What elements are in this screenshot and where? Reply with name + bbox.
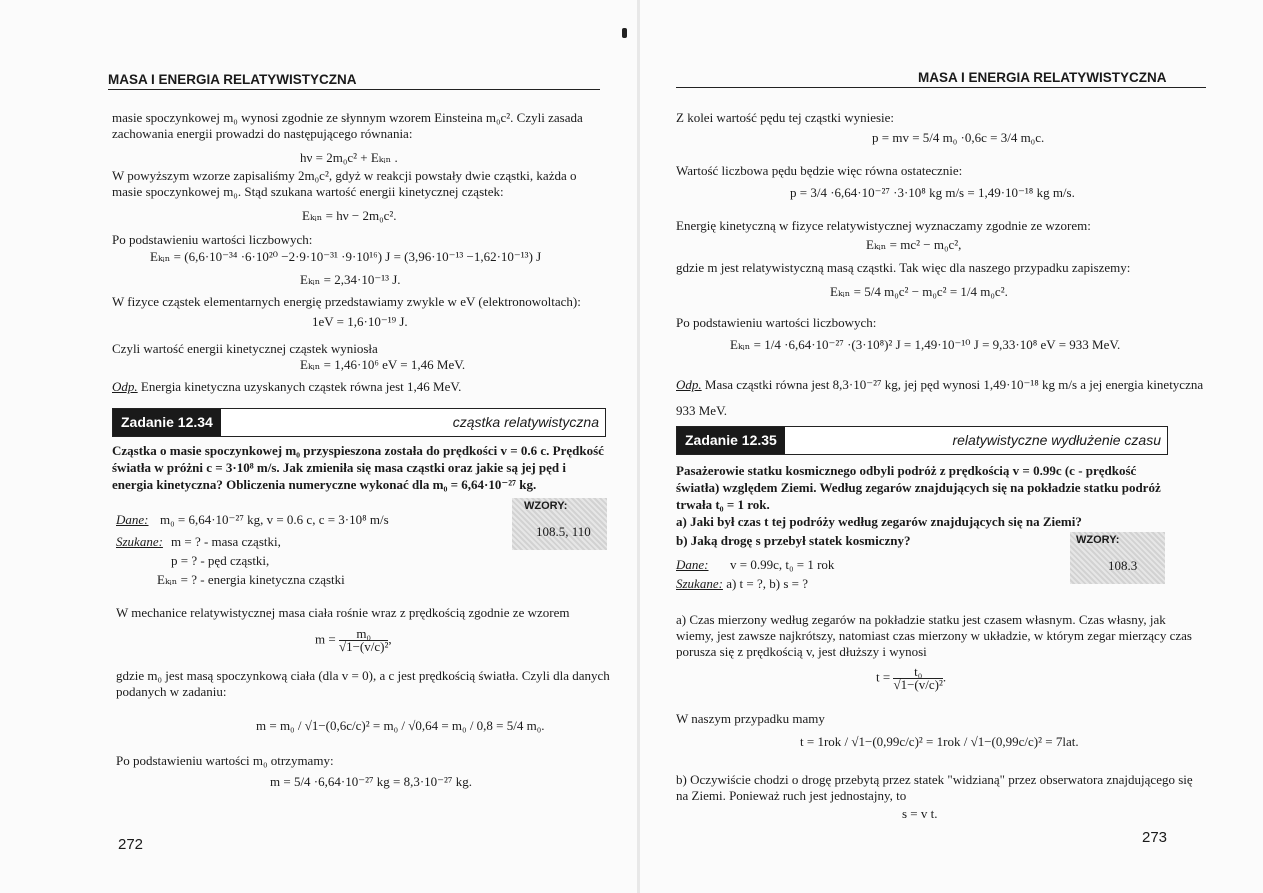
- paragraph: Czyli wartość energii kinetycznej cząstek wyniosła: [112, 341, 378, 356]
- given-label: Dane:: [676, 557, 709, 572]
- answer: [676, 372, 1206, 424]
- paragraph: Z kolei wartość pędu tej cząstki wyniesie:: [676, 110, 895, 125]
- formulas-ref: 108.3: [1108, 558, 1138, 573]
- page-number: 272: [118, 836, 144, 853]
- task-question: a) Jaki był czas t tej podróży według zegarów znajdujących się na Ziemi?: [676, 514, 1082, 529]
- paragraph: W powyższym wzorze zapisaliśmy 2m₀c², gdyż w reakcji powstały dwie cząstki, każda o masie spoczynkowej m₀. Stąd szukana wartość energii kinetycznej cząstek:: [112, 168, 577, 199]
- sought: [116, 534, 281, 550]
- equation: Eₖᵢₙ = 1,46·10⁶ eV = 1,46 MeV.: [300, 357, 466, 372]
- task-topic: relatywistyczne wydłużenie czasu: [952, 432, 1161, 448]
- equation: Eₖᵢₙ = 2,34·10⁻¹³ J.: [300, 272, 401, 287]
- equation: m = m₀ / √1−(0,6c/c)² = m₀ / √0,64 = m₀ / 0,8 = 5/4 m₀.: [256, 718, 545, 733]
- paragraph: Po podstawieniu wartości liczbowych:: [676, 315, 877, 330]
- answer-text: Masa cząstki równa jest 8,3·10⁻²⁷ kg, jej pęd wynosi 1,49·10⁻¹⁸ kg m/s a jej energia kinetyczna 933 MeV.: [676, 377, 1204, 418]
- equation-lhs: m =: [315, 631, 336, 647]
- equation: Eₖᵢₙ = 5/4 m₀c² − m₀c² = 1/4 m₀c².: [830, 284, 1008, 299]
- header-rule: [108, 89, 600, 90]
- formulas-label: WZORY:: [524, 500, 568, 512]
- equation: 1eV = 1,6·10⁻¹⁹ J.: [312, 314, 408, 329]
- given: [676, 557, 834, 573]
- paragraph: Po podstawieniu wartości liczbowych:: [112, 232, 313, 247]
- equation: m = 5/4 ·6,64·10⁻²⁷ kg = 8,3·10⁻²⁷ kg.: [270, 774, 472, 789]
- given-values: m₀ = 6,64·10⁻²⁷ kg, v = 0.6 c, c = 3·10⁸ m/s: [160, 512, 389, 527]
- sought-item: m = ? - masa cząstki,: [171, 534, 281, 549]
- formulas-label: WZORY:: [1076, 534, 1120, 546]
- paragraph: gdzie m₀ jest masą spoczynkową ciała (dla v = 0), a c jest prędkością światła. Czyli dla danych podanych w zadaniu:: [116, 668, 610, 699]
- running-header: MASA I ENERGIA RELATYWISTYCZNA: [108, 72, 357, 87]
- sought-item: Eₖᵢₙ = ? - energia kinetyczna cząstki: [157, 572, 345, 587]
- formulas-box: [1070, 532, 1165, 584]
- given-values: v = 0.99c, t₀ = 1 rok: [730, 557, 835, 572]
- fraction: [339, 628, 388, 653]
- task-question: b) Jaką drogę s przebył statek kosmiczny?: [676, 533, 911, 548]
- task-number: Zadanie 12.35: [677, 427, 785, 454]
- paragraph: W naszym przypadku mamy: [676, 711, 825, 726]
- numerator: t₀: [893, 666, 942, 679]
- denominator: √1−(v/c)²: [893, 677, 943, 692]
- answer-label: Odp.: [112, 379, 138, 394]
- paragraph: gdzie m jest relatywistyczną masą cząstki. Tak więc dla naszego przypadku zapiszemy:: [676, 260, 1131, 275]
- running-header: MASA I ENERGIA RELATYWISTYCZNA: [918, 70, 1167, 85]
- fraction: [893, 666, 942, 691]
- equation: p = mv = 5/4 m₀ ·0,6c = 3/4 m₀c.: [872, 130, 1045, 145]
- paragraph: W fizyce cząstek elementarnych energię przedstawiamy zwykle w eV (elektronowoltach):: [112, 294, 581, 309]
- task-header: [112, 408, 606, 437]
- paragraph: W mechanice relatywistycznej masa ciała rośnie wraz z prędkością zgodnie ze wzorem: [116, 605, 570, 620]
- sought-label: Szukane:: [676, 576, 723, 591]
- equation: hν = 2m₀c² + Eₖᵢₙ .: [300, 150, 398, 165]
- formulas-box: [512, 498, 607, 550]
- paragraph: a) Czas mierzony według zegarów na pokładzie statku jest czasem własnym. Czas własny, jak wiemy, jest zawsze najkrótszy, natomiast czas mierzony w układzie, w którym zegar mierzący czas porusza się z prędkością v, jest dłuższy i wynosi: [676, 612, 1192, 659]
- paragraph: Po podstawieniu wartości m₀ otrzymamy:: [116, 753, 334, 768]
- equation: Eₖᵢₙ = 1/4 ·6,64·10⁻²⁷ ·(3·10⁸)² J = 1,49·10⁻¹⁰ J = 9,33·10⁸ eV = 933 MeV.: [730, 337, 1121, 352]
- equation: p = 3/4 ·6,64·10⁻²⁷ ·3·10⁸ kg m/s = 1,49·10⁻¹⁸ kg m/s.: [790, 185, 1075, 200]
- given: [116, 512, 389, 528]
- task-statement: Pasażerowie statku kosmicznego odbyli podróż z prędkością v = 0.99c (c - prędkość światła) względem Ziemi. Według zegarów znajdujących się na pokładzie statku podróż trwała t₀ = 1 rok.: [676, 463, 1161, 512]
- formulas-ref: 108.5, 110: [536, 524, 591, 539]
- equation: t = $\frac{\text{t₀}}{\text{√1−(v/c)²}}$ .: [876, 664, 947, 692]
- sought-values: a) t = ?, b) s = ?: [722, 576, 808, 591]
- denominator: √1−(v/c)²: [338, 639, 389, 654]
- equation: m = $\frac{\text{m₀}}{\text{√1−(v/c)²}}$ ,: [315, 626, 392, 654]
- numerator: m₀: [339, 628, 388, 641]
- answer-label: Odp.: [676, 377, 702, 392]
- task-topic: cząstka relatywistyczna: [452, 414, 599, 430]
- equation: Eₖᵢₙ = hν − 2m₀c².: [302, 208, 397, 223]
- answer-text: Energia kinetyczna uzyskanych cząstek równa jest 1,46 MeV.: [137, 379, 462, 394]
- task-statement: Cząstka o masie spoczynkowej m₀ przyspieszona została do prędkości v = 0.6 c. Prędkość światła w próżni c = 3·10⁸ m/s. Jak zmieniła się masa cząstki oraz jakie są jej pęd i energia kinetyczna? Obliczenia numeryczne wykonać dla m₀ = 6,64·10⁻²⁷ kg.: [112, 443, 604, 492]
- paragraph: Energię kinetyczną w fizyce relatywistycznej wyznaczamy zgodnie ze wzorem:: [676, 218, 1091, 233]
- paragraph: b) Oczywiście chodzi o drogę przebytą przez statek "widzianą" przez obserwatora znajdującego się na Ziemi. Ponieważ ruch jest jednostajny, to: [676, 772, 1193, 803]
- equation: Eₖᵢₙ = (6,6·10⁻³⁴ ·6·10²⁰ −2·9·10⁻³¹ ·9·10¹⁶) J = (3,96·10⁻¹³ −1,62·10⁻¹³) J: [150, 249, 542, 264]
- equation: t = 1rok / √1−(0,99c/c)² = 1rok / √1−(0,99c/c)² = 7lat.: [800, 734, 1079, 749]
- equation: s = v t.: [902, 806, 938, 821]
- equation: Eₖᵢₙ = mc² − m₀c²,: [866, 237, 962, 252]
- answer: [112, 379, 461, 395]
- sought-label: Szukane:: [116, 534, 163, 549]
- page-number: 273: [1142, 829, 1168, 846]
- equation-lhs: t =: [876, 669, 891, 685]
- right-page: [640, 0, 1263, 893]
- header-rule: [676, 87, 1206, 88]
- given-label: Dane:: [116, 512, 149, 527]
- paragraph: masie spoczynkowej m₀ wynosi zgodnie ze słynnym wzorem Einsteina m₀c². Czyli zasada zachowania energii prowadzi do następującego równania:: [112, 110, 583, 141]
- sought: [676, 576, 808, 592]
- paragraph: Wartość liczbowa pędu będzie więc równa ostatecznie:: [676, 163, 963, 178]
- ink-mark: [622, 28, 627, 38]
- task-header: [676, 426, 1168, 455]
- task-number: Zadanie 12.34: [113, 409, 221, 436]
- sought-item: p = ? - pęd cząstki,: [171, 553, 270, 568]
